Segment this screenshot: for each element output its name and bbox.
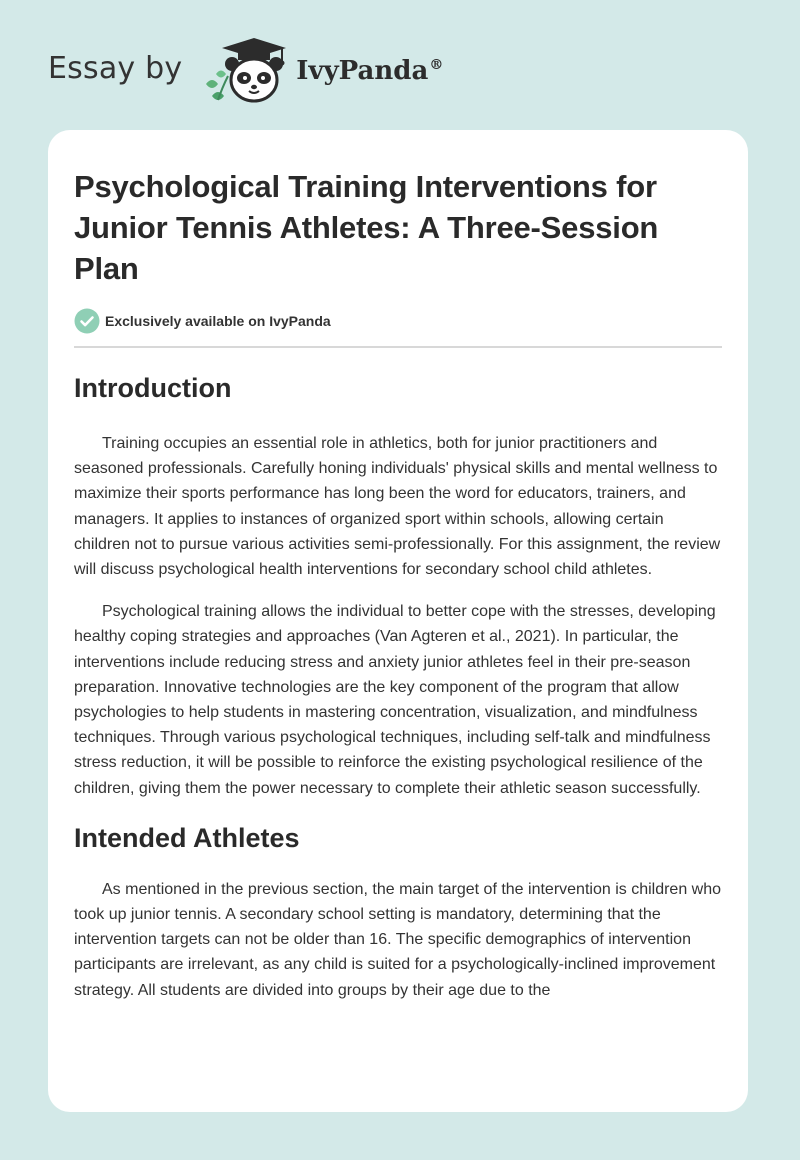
exclusive-badge: [74, 308, 722, 334]
brand-prefix: Essay by: [48, 50, 183, 86]
brand-name-text: IvyPanda: [296, 56, 429, 86]
brand-header: [48, 34, 443, 106]
section-heading-intended-athletes: Intended Athletes: [74, 822, 300, 853]
paragraph: As mentioned in the previous section, the main target of the intervention is children who took up junior tennis. A secondary school setting is mandatory, determining that the intervention targets can not be older than 16. The specific demographics of intervention participants are irrelevant, as any child is suited for a psychologically-inclined improvement strategy. All students are divided into groups by their age due to the: [74, 880, 722, 999]
title-divider: [74, 346, 722, 348]
essay-title: Psychological Training Interventions for Junior Tennis Athletes: A Three-Session Plan: [74, 169, 659, 286]
paragraph: Psychological training allows the individual to better cope with the stresses, developing healthy coping strategies and approaches (Van Agteren et al., 2021). In particular, the interventions include reducing stress and anxiety junior athletes feel in their pre-season preparation. Innovative technologies are the key component of the program that allow psychologies to help students in mastering concentration, visualization, and mindfulness techniques. Through various psychological techniques, including self-talk and mindfulness stress reduction, it will be possible to reinforce the existing psychological resilience of the children, giving them the power necessary to complete their athletic season successfully.: [74, 603, 716, 797]
brand-name: [296, 56, 443, 86]
panda-graduate-icon: [198, 34, 292, 106]
check-circle-icon: [74, 308, 100, 334]
paragraph: Training occupies an essential role in athletics, both for junior practitioners and seasoned professionals. Carefully honing individuals' physical skills and mental wellness to maximize their sports performance has long been the word for educators, trainers, and managers. It applies to instances of organized sport within schools, allowing certain children not to pursue various activities semi-professionally. For this assignment, the review will discuss psychological health interventions for secondary school child athletes.: [74, 435, 721, 579]
registered-mark: ®: [429, 57, 444, 74]
section-heading-introduction: Introduction: [74, 373, 232, 403]
exclusive-badge-label: Exclusively available on IvyPanda: [105, 313, 331, 329]
essay-card: [48, 130, 748, 1112]
